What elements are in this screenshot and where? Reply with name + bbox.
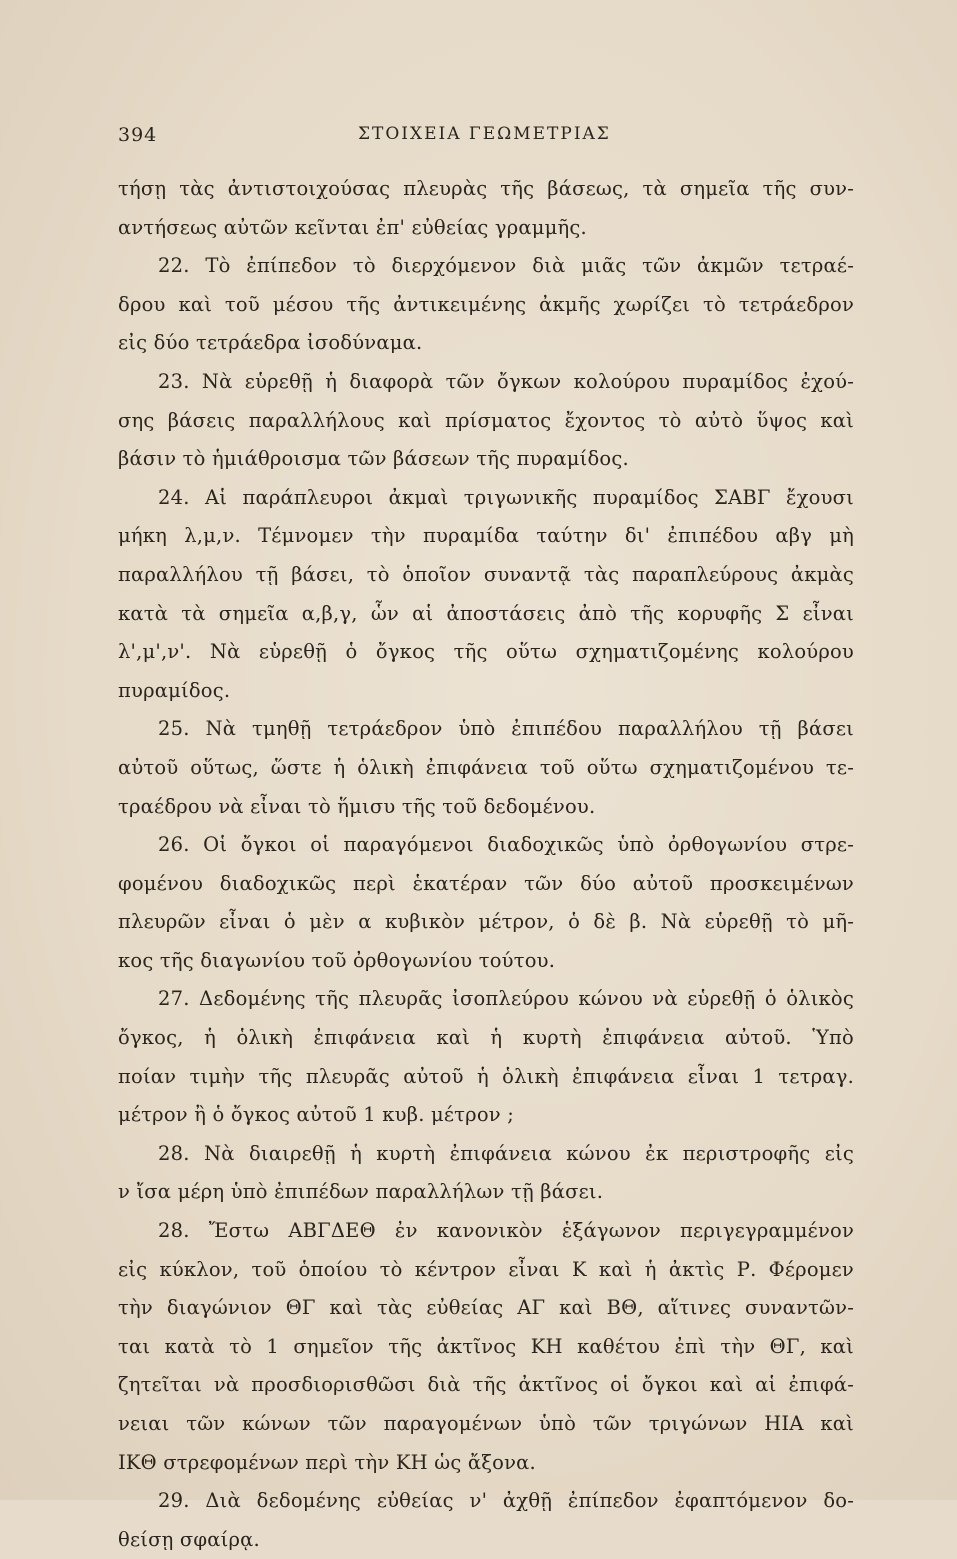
text-line: κος τῆς διαγωνίου τοῦ ὀρθογωνίου τούτου. [118,948,556,972]
text-line: αὐτοῦ οὕτως, ὥστε ἡ ὁλικὴ ἐπιφάνεια τοῦ οὕτω σχηματιζομένου τε- [118,755,854,779]
text-line: 28. Νὰ διαιρεθῇ ἡ κυρτὴ ἐπιφάνεια κώνου ἐκ περιστροφῆς εἰς [158,1141,854,1165]
page-number: 394 [118,124,158,146]
text-line: ζητεῖται νὰ προσδιορισθῶσι διὰ τῆς ἀκτῖνος οἱ ὄγκοι καὶ αἱ ἐπιφά- [118,1373,854,1397]
text-line: φομένου διαδοχικῶς περὶ ἑκατέραν τῶν δύο αὐτοῦ προσκειμένων [118,871,854,895]
text-line: θείσῃ σφαίρᾳ. [118,1527,260,1551]
text-line: 27. Δεδομένης τῆς πλευρᾶς ἰσοπλεύρου κώνου νὰ εὑρεθῇ ὁ ὁλικὸς [158,987,854,1011]
text-line: τήσῃ τὰς ἀντιστοιχούσας πλευρὰς τῆς βάσεως, τὰ σημεῖα τῆς συν- [118,177,854,200]
text-line: πλευρῶν εἶναι ὁ μὲν α κυβικὸν μέτρον, ὁ δὲ β. Νὰ εὑρεθῇ τὸ μῆ- [118,910,854,934]
text-line: σης βάσεις παραλλήλους καὶ πρίσματος ἔχοντος τὸ αὐτὸ ὕψος καὶ [118,408,854,432]
text-line: 23. Νὰ εὑρεθῇ ἡ διαφορὰ τῶν ὄγκων κολούρου πυραμίδος ἐχού- [158,369,854,393]
text-line: 29. Διὰ δεδομένης εὐθείας ν' ἀχθῇ ἐπίπεδον ἐφαπτόμενον δο- [158,1489,854,1513]
text-line: 24. Αἱ παράπλευροι ἀκμαὶ τριγωνικῆς πυραμίδος ΣΑΒΓ ἔχουσι [158,485,854,509]
text-line: εἰς κύκλον, τοῦ ὁποίου τὸ κέντρον εἶναι Κ καὶ ἡ ἀκτὶς Ρ. Φέρομεν [118,1257,854,1281]
text-line: τραέδρου νὰ εἶναι τὸ ἥμισυ τῆς τοῦ δεδομένου. [118,794,596,818]
text-line: ποίαν τιμὴν τῆς πλευρᾶς αὐτοῦ ἡ ὁλικὴ ἐπιφάνεια εἶναι 1 τετραγ. [118,1064,854,1088]
text-line: 26. Οἱ ὄγκοι οἱ παραγόμενοι διαδοχικῶς ὑπὸ ὀρθογωνίου στρε- [158,833,854,857]
text-line: βάσιν τὸ ἡμιάθροισμα τῶν βάσεων τῆς πυραμίδος. [118,447,629,471]
page-body [118,170,854,1559]
text-line: μήκη λ,μ,ν. Τέμνομεν τὴν πυραμίδα ταύτην δι' ἐπιπέδου αβγ μὴ [118,524,854,548]
text-line: εἰς δύο τετράεδρα ἰσοδύναμα. [118,331,423,355]
text-line: λ',μ',ν'. Νὰ εὑρεθῇ ὁ ὄγκος τῆς οὕτω σχηματιζομένης κολούρου [118,640,854,664]
text-line: ὄγκος, ἡ ὁλικὴ ἐπιφάνεια καὶ ἡ κυρτὴ ἐπιφάνεια αὐτοῦ. Ὑπὸ [118,1026,854,1050]
page-header [118,124,878,154]
text-line: 28. Ἔστω ΑΒΓΔΕΘ ἐν κανονικὸν ἑξάγωνον περιγεγραμμένον [158,1219,854,1243]
text-line: μέτρον ἢ ὁ ὄγκος αὐτοῦ 1 κυβ. μέτρον ; [118,1103,514,1127]
text-line: ΙΚΘ στρεφομένων περὶ τὴν ΚΗ ὡς ἄξονα. [118,1450,536,1474]
text-line: 22. Τὸ ἐπίπεδον τὸ διερχόμενον διὰ μιᾶς τῶν ἀκμῶν τετραέ- [158,254,854,278]
text-line: πυραμίδος. [118,678,231,702]
text-line: ν ἴσα μέρη ὑπὸ ἐπιπέδων παραλλήλων τῇ βάσει. [118,1180,604,1204]
text-line: κατὰ τὰ σημεῖα α,β,γ, ὧν αἱ ἀποστάσεις ἀπὸ τῆς κορυφῆς Σ εἶναι [118,601,854,625]
text-line: 25. Νὰ τμηθῇ τετράεδρον ὑπὸ ἐπιπέδου παραλλήλου τῇ βάσει [158,717,854,741]
text-line: δρου καὶ τοῦ μέσου τῆς ἀντικειμένης ἀκμῆς χωρίζει τὸ τετράεδρον [118,292,854,316]
text-line: νειαι τῶν κώνων τῶν παραγομένων ὑπὸ τῶν τριγώνων ΗΙΑ καὶ [118,1412,854,1435]
text-line: ται κατὰ τὸ 1 σημεῖον τῆς ἀκτῖνος ΚΗ καθέτου ἐπὶ τὴν ΘΓ, καὶ [118,1334,854,1358]
running-title: ΣΤΟΙΧΕΙΑ ΓΕΩΜΕΤΡΙΑΣ [358,124,611,144]
text-line: παραλλήλου τῇ βάσει, τὸ ὁποῖον συναντᾷ τὰς παραπλεύρους ἀκμὰς [118,562,854,586]
text-line: τὴν διαγώνιον ΘΓ καὶ τὰς εὐθείας ΑΓ καὶ ΒΘ, αἵτινες συναντῶν- [118,1296,854,1320]
text-line: αντήσεως αὐτῶν κεῖνται ἐπ' εὐθείας γραμμῆς. [118,215,587,239]
